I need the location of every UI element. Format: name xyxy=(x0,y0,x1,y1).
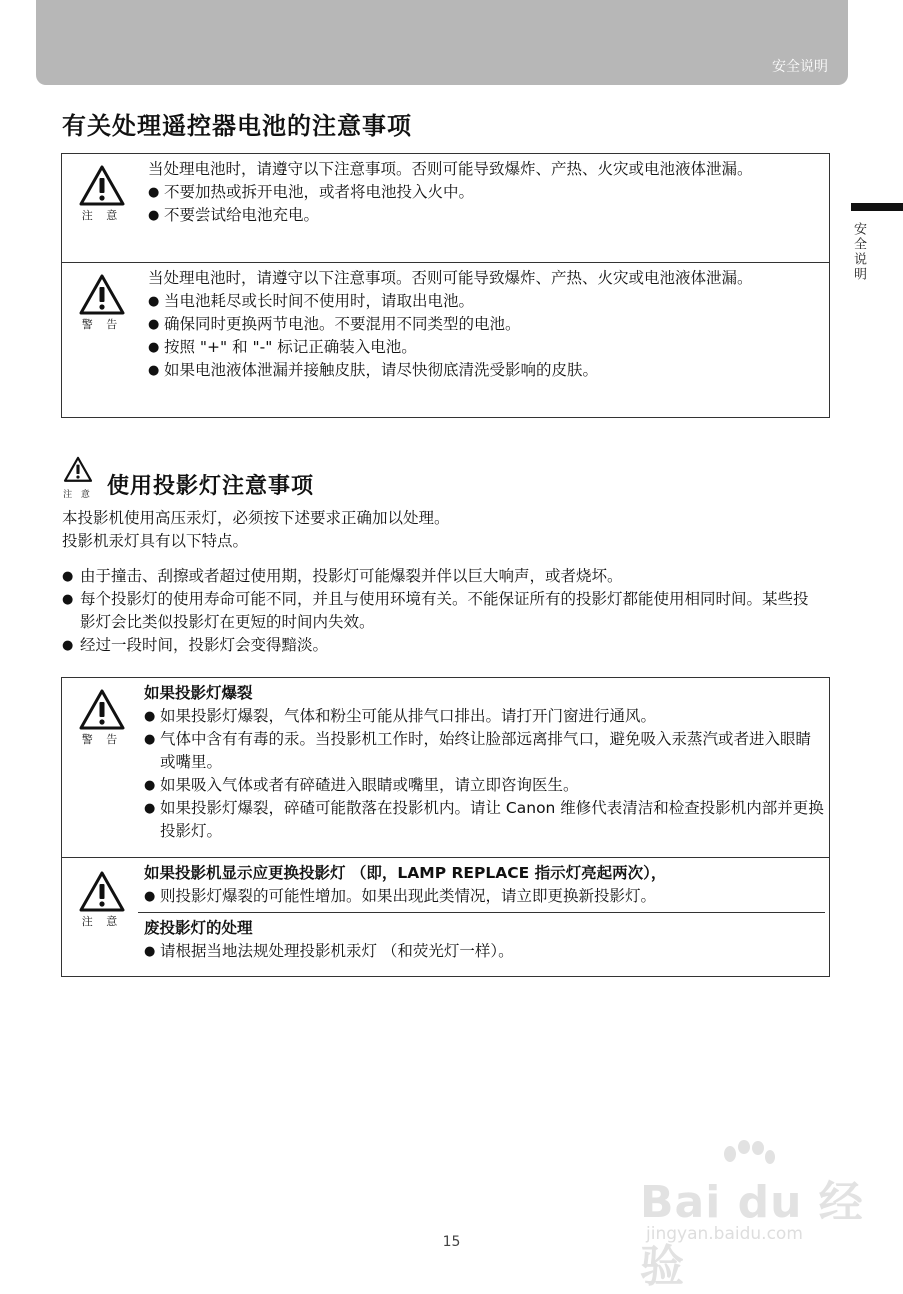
list-item: ● 确保同时更换两节电池。不要混用不同类型的电池。 xyxy=(148,313,825,336)
list-item: ● 如果投影灯爆裂，气体和粉尘可能从排气口排出。请打开门窗进行通风。 xyxy=(144,705,825,728)
warning-icon-label: 警 告 xyxy=(81,733,123,746)
list-item: ● 按照 "+" 和 "-" 标记正确装入电池。 xyxy=(148,336,825,359)
intro-line: 本投影机使用高压汞灯，必须按下述要求正确加以处理。 xyxy=(62,509,450,527)
lamp-disposal-title: 废投影灯的处理 xyxy=(144,919,253,937)
list-item: ● 每个投影灯的使用寿命可能不同，并且与使用环境有关。不能保证所有的投影灯都能使用相同时间。某些投影灯会比类似投影灯在更短的时间内失效。 xyxy=(62,588,822,634)
header-band xyxy=(36,0,848,85)
section2-title: 使用投影灯注意事项 xyxy=(107,474,315,499)
watermark-url: jingyan.baidu.com xyxy=(646,1224,803,1244)
warning-icon-cell xyxy=(62,678,142,747)
lamp-caution-row xyxy=(62,858,829,976)
list-item: ● 当电池耗尽或长时间不使用时，请取出电池。 xyxy=(148,290,825,313)
side-tab-bar xyxy=(851,203,903,211)
caution-icon-label: 注 意 xyxy=(63,490,93,500)
page-number: 15 xyxy=(442,1234,461,1250)
section2-heading xyxy=(61,456,314,500)
battery-caution-intro: 当处理电池时，请遵守以下注意事项。否则可能导致爆炸、产热、火灾或电池液体泄漏。 xyxy=(148,160,753,178)
caution-small-icon-group xyxy=(61,456,95,500)
caution-triangle-icon xyxy=(63,456,93,482)
lamp-warning-row xyxy=(62,678,829,858)
caution-icon-label: 注 意 xyxy=(81,915,123,928)
section2-intro xyxy=(62,507,822,553)
list-item: ● 如果吸入气体或者有碎碴进入眼睛或嘴里，请立即咨询医生。 xyxy=(144,774,825,797)
lamp-disposal-section xyxy=(138,912,825,963)
battery-warning-intro: 当处理电池时，请遵守以下注意事项。否则可能导致爆炸、产热、火灾或电池液体泄漏。 xyxy=(148,269,753,287)
lamp-burst-title: 如果投影灯爆裂 xyxy=(144,684,253,702)
caution-triangle-icon xyxy=(79,164,125,206)
lamp-replace-title: 如果投影机显示应更换投影灯 （即，LAMP REPLACE 指示灯亮起两次）， xyxy=(144,864,667,882)
list-item: ● 经过一段时间，投影灯会变得黯淡。 xyxy=(62,634,822,657)
caution-triangle-icon xyxy=(79,870,125,912)
list-item: ● 不要加热或拆开电池，或者将电池投入火中。 xyxy=(148,181,825,204)
lamp-notice-box xyxy=(61,677,830,977)
side-tab-label: 安全说明 xyxy=(851,222,866,282)
caution-icon-cell xyxy=(62,154,142,223)
list-item: ● 气体中含有有毒的汞。当投影机工作时，始终让脸部远离排气口，避免吸入汞蒸汽或者进入眼睛或嘴里。 xyxy=(144,728,825,774)
caution-icon-label: 注 意 xyxy=(81,209,123,222)
warning-icon-cell xyxy=(62,263,142,332)
intro-line: 投影机汞灯具有以下特点。 xyxy=(62,532,249,550)
battery-notice-box xyxy=(61,153,830,418)
header-label: 安全说明 xyxy=(772,59,828,75)
warning-icon-label: 警 告 xyxy=(81,318,123,331)
list-item: ● 不要尝试给电池充电。 xyxy=(148,204,825,227)
list-item: ● 如果电池液体泄漏并接触皮肤，请尽快彻底清洗受影响的皮肤。 xyxy=(148,359,825,382)
warning-triangle-icon xyxy=(79,688,125,730)
section2-bullet-list xyxy=(62,565,822,657)
list-item: ● 请根据当地法规处理投影机汞灯 （和荧光灯一样）。 xyxy=(144,940,825,963)
warning-triangle-icon xyxy=(79,273,125,315)
list-item: ● 由于撞击、刮擦或者超过使用期，投影灯可能爆裂并伴以巨大响声，或者烧坏。 xyxy=(62,565,822,588)
list-item: ● 则投影灯爆裂的可能性增加。如果出现此类情况，请立即更换新投影灯。 xyxy=(144,885,825,908)
battery-caution-row xyxy=(62,154,829,263)
watermark-main: Bai du 经验 xyxy=(640,1177,864,1292)
battery-warning-row xyxy=(62,263,829,417)
list-item: ● 如果投影灯爆裂，碎碴可能散落在投影机内。请让 Canon 维修代表清洁和检查投影机内部并更换投影灯。 xyxy=(144,797,825,843)
section1-title: 有关处理遥控器电池的注意事项 xyxy=(62,112,412,140)
caution-icon-cell xyxy=(62,858,142,929)
